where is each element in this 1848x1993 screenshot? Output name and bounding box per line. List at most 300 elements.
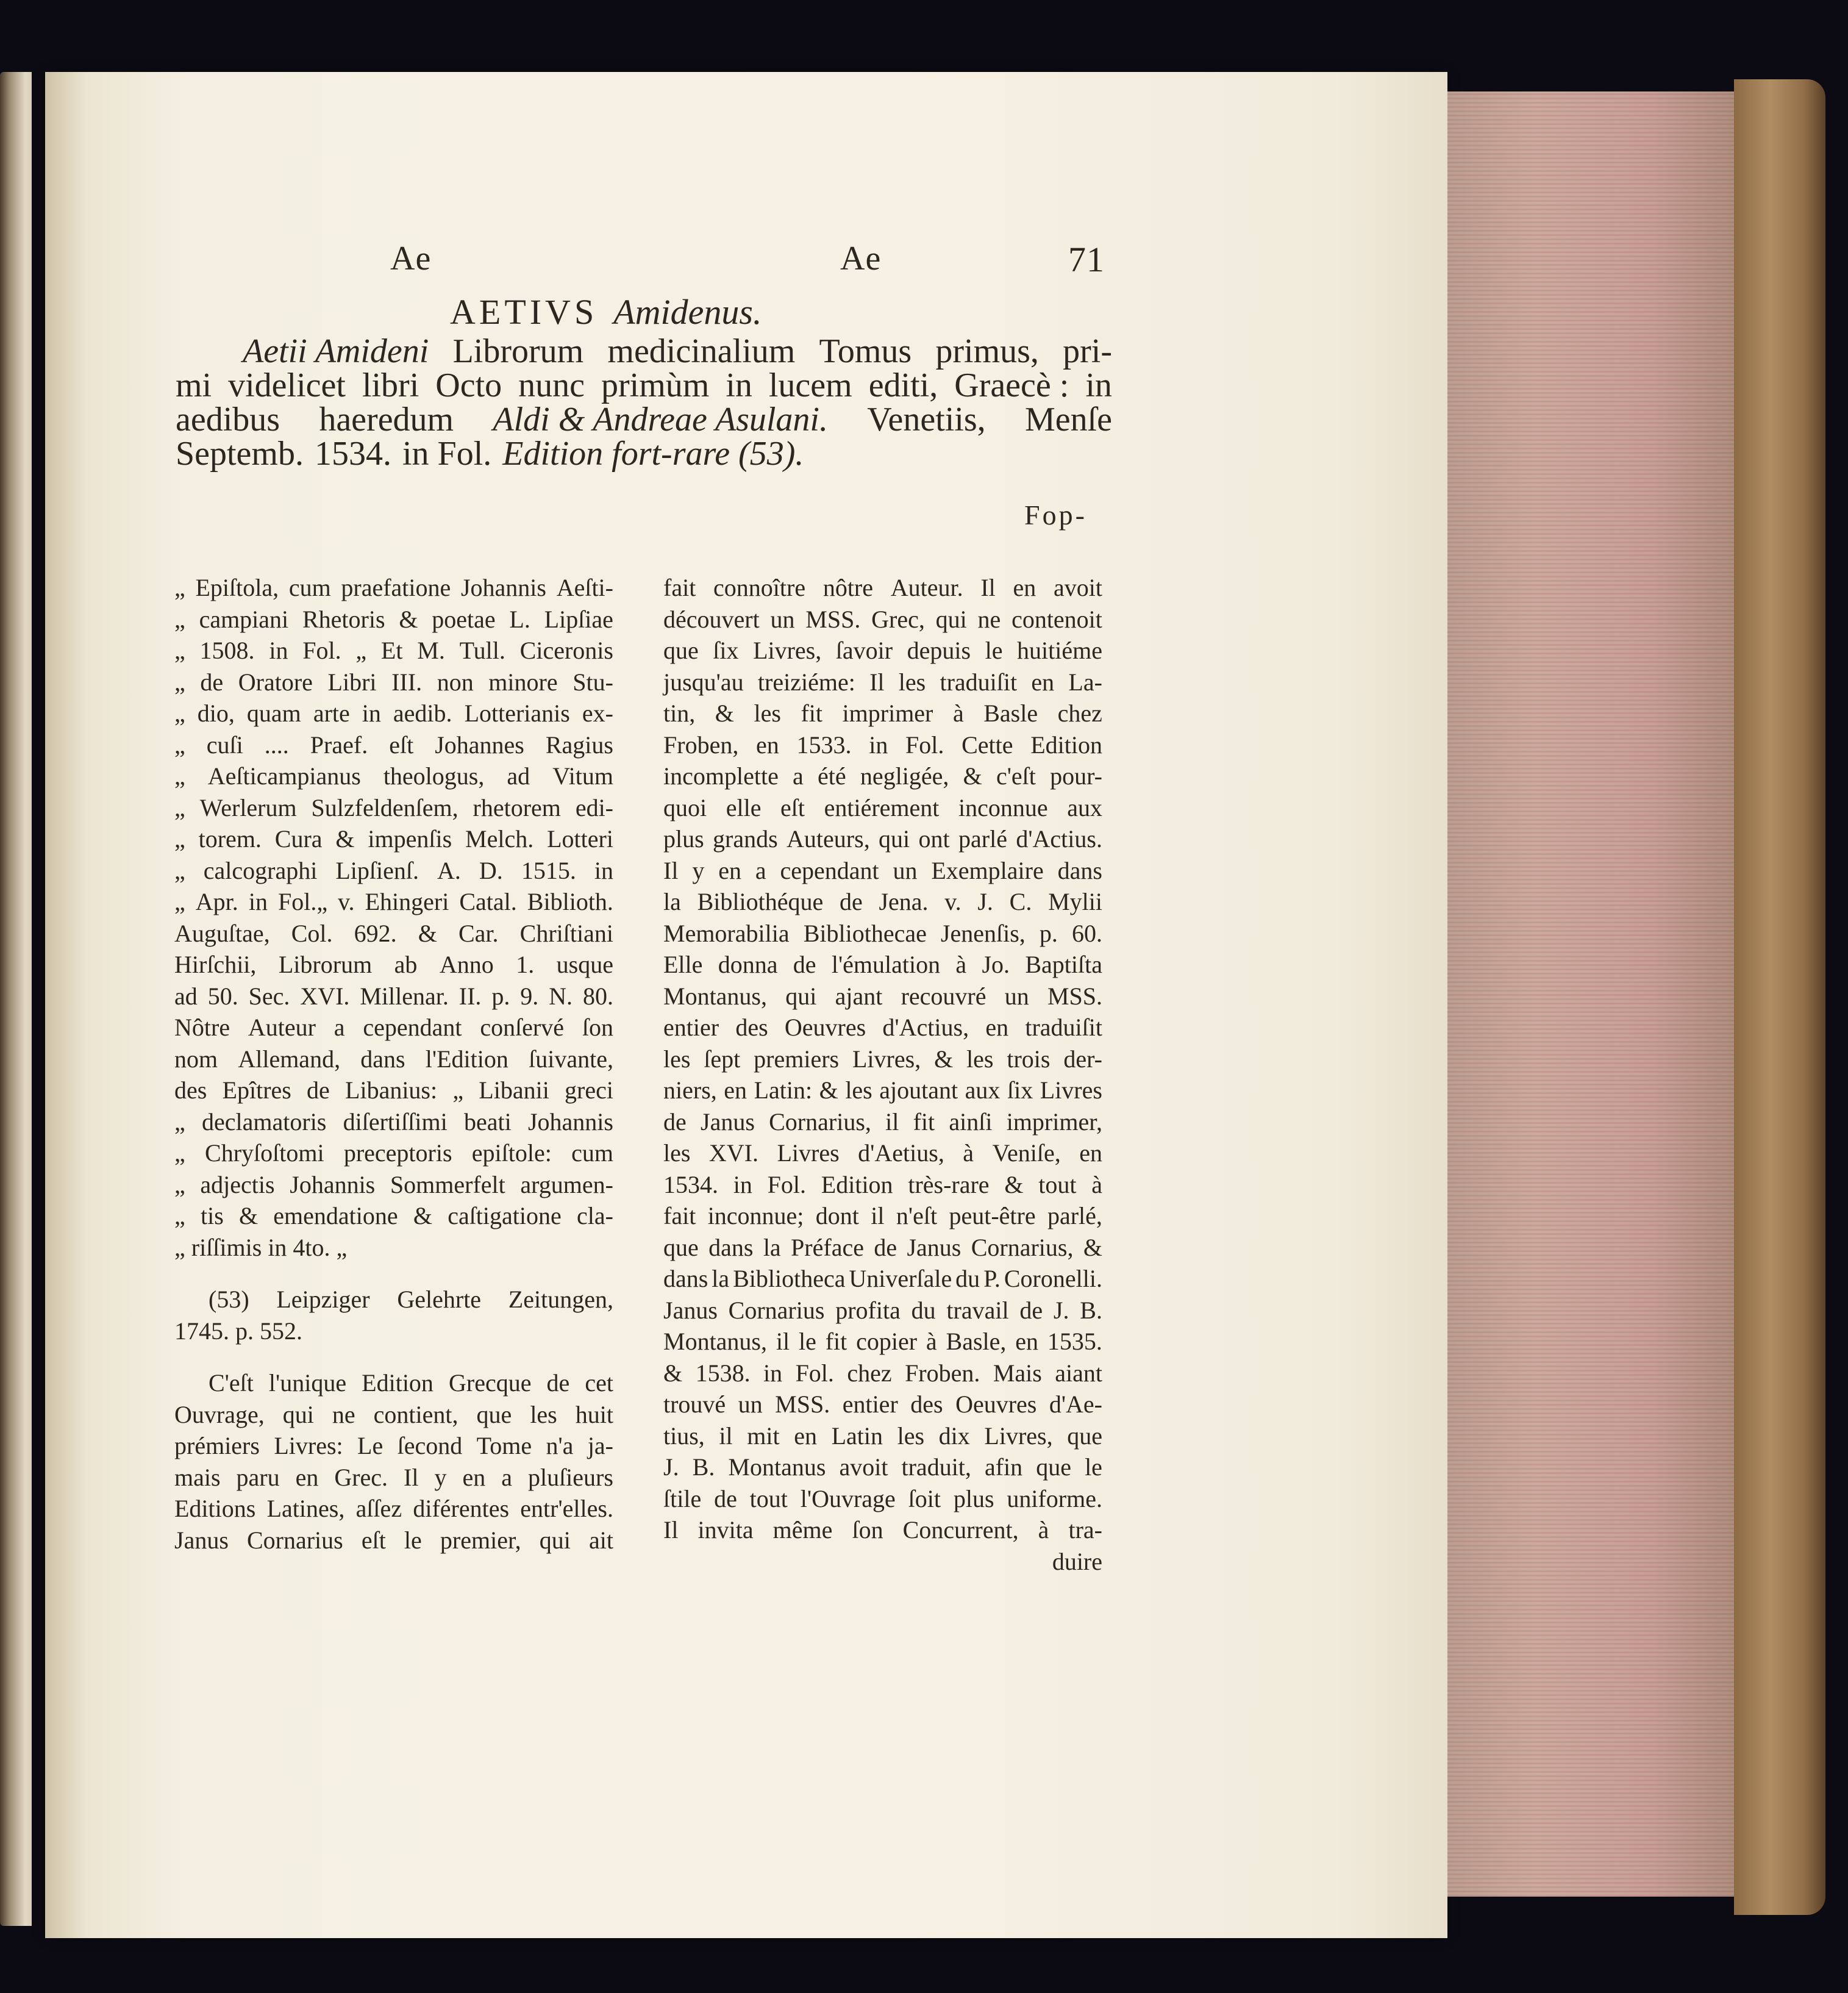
word: cum [571, 1139, 613, 1167]
word: les [898, 668, 926, 696]
entry-word: in [1085, 367, 1112, 404]
text-line [663, 729, 1102, 761]
word: Froben. [905, 1359, 980, 1387]
text-line [663, 1389, 1102, 1420]
text-line [174, 1430, 613, 1462]
word: & [413, 1202, 432, 1229]
word: „ [174, 731, 185, 759]
word: Oeuvres [955, 1390, 1037, 1418]
word: les [663, 1139, 691, 1167]
text-line [663, 918, 1102, 950]
word: cet [585, 1369, 613, 1397]
word: Aeſticampianus [207, 762, 361, 790]
word: fit [913, 1107, 935, 1136]
word: II. [458, 982, 482, 1010]
word: MSS. [1047, 982, 1102, 1010]
word: Mais [993, 1359, 1042, 1387]
word: 1534. [663, 1170, 718, 1198]
entry-word: 1534. [314, 435, 391, 473]
word: 80. [582, 982, 613, 1010]
word: Werlerum [199, 793, 297, 821]
word: quoi [663, 793, 707, 821]
word: donna [718, 951, 778, 978]
word: que [663, 637, 699, 664]
footnote-line: 1745. p. 552. [174, 1317, 302, 1345]
word: dio, [197, 700, 235, 727]
word: Edition [1030, 731, 1102, 759]
word: il [871, 1202, 885, 1229]
word: la [712, 1265, 730, 1292]
word: traduiſit [1025, 1014, 1102, 1041]
entry-word: Menſe [1024, 401, 1112, 438]
word: Allemand, [238, 1045, 341, 1073]
entry-word: libri [362, 367, 419, 404]
word: Johannis [527, 1107, 613, 1136]
word: pour- [1050, 762, 1102, 790]
word: in [362, 700, 381, 727]
text-line [663, 1200, 1102, 1232]
word: Basle, [946, 1328, 1007, 1355]
word: grands [713, 825, 778, 853]
word: Hirſchii, [174, 951, 257, 978]
word: les [530, 1400, 557, 1428]
word: III. [391, 668, 423, 696]
word: les [966, 1045, 994, 1073]
text-line [663, 635, 1102, 667]
entry-word: aedibus [176, 401, 280, 438]
word: Memorabilia [663, 919, 790, 947]
text-line [663, 949, 1102, 981]
word: Ragius [545, 731, 613, 759]
word: il [885, 1107, 899, 1136]
word: a [501, 1463, 512, 1491]
word: de [874, 1233, 897, 1261]
entry-word: primùm [601, 367, 710, 404]
word: le [798, 1328, 816, 1355]
word: fait [663, 574, 696, 601]
word: Vitum [552, 762, 613, 790]
word: Fol.„ [277, 888, 328, 915]
word: il [776, 1328, 790, 1355]
word: dans [663, 1265, 708, 1292]
word: copier [856, 1328, 918, 1355]
word: diſertiſſimi [343, 1107, 448, 1136]
word: l'émulation [831, 951, 941, 978]
word: Praef. [310, 731, 368, 759]
text-line [174, 1012, 613, 1043]
word: beati [463, 1107, 512, 1136]
word: qui [785, 982, 817, 1010]
word: Ehingeri [365, 888, 449, 915]
text-line [174, 1169, 613, 1201]
word: Libri [327, 668, 377, 696]
word: MSS. [805, 605, 861, 633]
word: Lotterianis [464, 700, 570, 727]
word: „ [174, 1170, 185, 1198]
word: der- [1063, 1045, 1102, 1073]
word: trouvé [663, 1390, 726, 1418]
word: Coronelli. [1004, 1265, 1102, 1292]
entry-word: in [726, 367, 752, 404]
word: à [926, 1328, 937, 1355]
entry-word: videlicet [228, 367, 346, 404]
word: ainſi [949, 1107, 993, 1136]
word: de [839, 888, 863, 915]
word: l'unique [268, 1369, 347, 1397]
text-line [663, 981, 1102, 1012]
word: imprimer, [1006, 1107, 1102, 1136]
word: fit [825, 1328, 847, 1355]
word: en [718, 856, 741, 884]
word: Edition [362, 1369, 433, 1397]
entry-line-4 [176, 437, 1112, 471]
word: v. [944, 888, 961, 915]
text-line [174, 792, 613, 824]
word: „ [174, 574, 185, 601]
word: tra- [1068, 1516, 1102, 1544]
word: tin, [663, 700, 696, 727]
word: fait [663, 1202, 696, 1229]
word: paru [236, 1463, 280, 1491]
word: à [1091, 1170, 1102, 1198]
word: les [663, 1045, 691, 1073]
word: ſtile [663, 1484, 702, 1512]
word: des [910, 1390, 943, 1418]
word: que [1036, 1453, 1071, 1481]
word: aiant [1055, 1359, 1102, 1387]
word: Il [869, 668, 885, 696]
word: entier [842, 1390, 898, 1418]
left-column [174, 572, 613, 1556]
entry-word: lucem [768, 367, 852, 404]
footnote-line [174, 1284, 613, 1315]
word: contient, [373, 1400, 458, 1428]
word: d'Actius, [882, 1014, 969, 1041]
word: „ [174, 793, 185, 821]
text-line [663, 1169, 1102, 1201]
word: Il [980, 574, 996, 601]
word: in [248, 888, 268, 915]
word: la [663, 888, 681, 915]
word: declamatoris [202, 1107, 327, 1136]
word: l'Edition [425, 1045, 508, 1073]
word: Fol. [767, 1170, 807, 1198]
word: Et [380, 637, 403, 664]
entry-word: Septemb. [176, 435, 304, 473]
text-line [663, 698, 1102, 729]
word: mais [174, 1463, 221, 1491]
text-line [663, 1043, 1102, 1075]
word: peut-être [949, 1202, 1036, 1229]
word: Livres: [274, 1432, 343, 1459]
word: .... [264, 731, 289, 759]
word: Cette [961, 731, 1013, 759]
word: Bibliothéque [697, 888, 824, 915]
word: greci [565, 1076, 613, 1104]
word: & [663, 1359, 683, 1387]
word: traduiſit [940, 668, 1018, 696]
word: de [1019, 1296, 1043, 1324]
word: qui [282, 1400, 314, 1428]
word: Tome [476, 1432, 532, 1459]
word: Livres [777, 1139, 840, 1167]
word: qui [539, 1526, 571, 1554]
word: en [794, 1422, 817, 1450]
word: en [724, 1076, 747, 1104]
entry-word: primus, [935, 332, 1039, 370]
word: Car. [458, 919, 499, 947]
word: Librorum [278, 951, 373, 978]
text-line [663, 604, 1102, 635]
text-line [174, 949, 613, 981]
text-line [663, 1106, 1102, 1138]
word: prémiers [174, 1432, 260, 1459]
word: in [594, 856, 613, 884]
text-line [174, 1367, 613, 1399]
text-line [663, 760, 1102, 792]
catchword-bottom: duire [1052, 1547, 1102, 1575]
word: Bibliotheca [733, 1265, 846, 1292]
spacer [174, 1263, 613, 1284]
word: en [295, 1463, 319, 1491]
text-line [174, 698, 613, 729]
text-line [663, 667, 1102, 698]
word: d'Aetius, [858, 1139, 944, 1167]
word: cum [288, 574, 331, 601]
word: ne [332, 1400, 355, 1428]
fore-edge-pages [1447, 91, 1734, 1897]
word: Cura [274, 825, 323, 853]
word: de [546, 1369, 570, 1397]
word: „ [452, 1076, 464, 1104]
word: Janus [174, 1526, 229, 1554]
word: en [985, 1014, 1009, 1041]
word: campiani [199, 605, 289, 633]
word: Tull. [459, 637, 505, 664]
word: cependant [363, 1014, 462, 1041]
word: des [735, 1014, 768, 1041]
word: quam [246, 700, 301, 727]
word: en [462, 1463, 486, 1491]
word: MSS. [775, 1390, 830, 1418]
word: M. [417, 637, 445, 664]
word: Lotteri [547, 825, 613, 853]
word: Grecque [448, 1369, 532, 1397]
word: aux [1067, 793, 1102, 821]
word: plus [663, 825, 704, 853]
word: diférentes [413, 1495, 510, 1522]
word: Chriſtiani [519, 919, 613, 947]
word: Mylii [1048, 888, 1102, 915]
word: Epiſtola, [195, 574, 279, 601]
word: ſuivante, [529, 1045, 613, 1073]
word: Johannis [290, 1170, 376, 1198]
word: negligée, [860, 762, 949, 790]
word: été [818, 762, 846, 790]
word: theologus, [383, 762, 485, 790]
word: C. [1009, 888, 1032, 915]
word: invita [697, 1516, 754, 1544]
word: mit [747, 1422, 780, 1450]
page-number: 71 [1068, 240, 1105, 279]
entry-word: Aldi & Andreae Asulani. [493, 401, 828, 438]
word: Editions [174, 1495, 256, 1522]
left-page-edge [0, 72, 32, 1926]
entry-word: Librorum [452, 332, 584, 370]
word: inconnue [958, 793, 1048, 821]
text-line [663, 1514, 1102, 1546]
text-line [174, 760, 613, 792]
word: que [663, 1233, 699, 1261]
word: 692. [354, 919, 397, 947]
word: „ [174, 605, 185, 633]
entry-word: Graecè : [954, 367, 1069, 404]
word: treiziéme: [757, 668, 855, 696]
entry-word: pri- [1063, 332, 1112, 370]
entry-title-caps: AETIVS [450, 292, 598, 332]
word: à [952, 700, 964, 727]
word: „ [355, 637, 367, 664]
word: Oratore [238, 668, 313, 696]
word: Janus [663, 1296, 718, 1324]
word: Grec. [334, 1463, 388, 1491]
word: chez [1057, 700, 1102, 727]
entry-word: haeredum [319, 401, 454, 438]
word: Livres, [753, 637, 822, 664]
word: Elle [663, 951, 703, 978]
word: adjectis [200, 1170, 275, 1198]
word: entiérement [824, 793, 940, 821]
word: La- [1068, 668, 1102, 696]
word: „ [174, 888, 185, 915]
word: la [763, 1233, 781, 1261]
word: dans [1057, 856, 1102, 884]
word: ex- [582, 700, 613, 727]
word: à [955, 951, 967, 978]
text-line [174, 604, 613, 635]
word: des [174, 1076, 207, 1104]
entry-word: Venetiis, [867, 401, 986, 438]
word: eſt [361, 1526, 386, 1554]
entry-line-2 [176, 368, 1112, 403]
word: huitiéme [1017, 637, 1102, 664]
word: Johannes [435, 731, 524, 759]
word: & [819, 1076, 838, 1104]
word: Ciceronis [519, 637, 613, 664]
word: & [934, 1045, 954, 1073]
word: recouvré [901, 982, 986, 1010]
word: & [715, 700, 734, 727]
word: J. [977, 888, 993, 915]
word: en [1015, 1328, 1039, 1355]
word: N. [549, 982, 573, 1010]
word: qui [879, 825, 910, 853]
word: un [738, 1390, 763, 1418]
word: Il [663, 1516, 679, 1544]
word: emendatione [273, 1202, 398, 1229]
word: B. [692, 1453, 715, 1481]
word: avoit [839, 1453, 888, 1481]
word: poetae [432, 605, 496, 633]
word: Jenenſis, [940, 919, 1026, 947]
entry-word: nunc [518, 367, 585, 404]
word: un [1004, 982, 1029, 1010]
word: 1538. [695, 1359, 751, 1387]
word: Edition [821, 1170, 893, 1198]
text-line [174, 918, 613, 950]
text-line [663, 1295, 1102, 1326]
word: plus [953, 1484, 994, 1512]
word: en [1031, 668, 1055, 696]
word: Livres [1040, 1076, 1102, 1104]
word: 60. [1071, 919, 1102, 947]
word: aedib. [393, 700, 452, 727]
word: preceptoris [343, 1139, 452, 1167]
word: Janus [907, 1233, 961, 1261]
word: ajant [835, 982, 883, 1010]
word: Livres, [984, 1422, 1053, 1450]
word: epiſtole: [471, 1139, 552, 1167]
word: niers, [663, 1076, 717, 1104]
word: Catal. [459, 888, 517, 915]
word: à [963, 1139, 974, 1167]
word: cuſi [206, 731, 243, 759]
text-line [663, 1012, 1102, 1043]
text-line [663, 572, 1102, 604]
word: Millenar. [360, 982, 449, 1010]
word: Apr. [195, 888, 238, 915]
word: ajoutant [879, 1076, 958, 1104]
word: a [793, 762, 804, 790]
word: B. [1080, 1296, 1102, 1324]
word: Basle [983, 700, 1038, 727]
right-column [663, 572, 1102, 1577]
text-line [174, 1399, 613, 1431]
word: entr'elles. [520, 1495, 613, 1522]
word: du [955, 1265, 980, 1292]
word: travail [946, 1296, 1009, 1324]
entry-line-3 [176, 403, 1112, 437]
word: J. [1053, 1296, 1069, 1324]
word: praefatione [341, 574, 451, 601]
word: ſon [852, 1516, 883, 1544]
word: trois [1007, 1045, 1051, 1073]
word: y [434, 1463, 447, 1491]
text-line [663, 1075, 1102, 1106]
word: v. [338, 888, 355, 915]
word: Oeuvres [784, 1014, 866, 1041]
entry-word: Aetii Amideni [243, 332, 429, 370]
text-line [174, 981, 613, 1012]
word: & [335, 825, 355, 853]
word: Sommerfelt [390, 1170, 505, 1198]
word: Biblioth. [527, 888, 613, 915]
word: Montanus [728, 1453, 826, 1481]
word: 1. [516, 951, 535, 978]
word: de [307, 1076, 330, 1104]
word: un [893, 856, 918, 884]
word: contenoit [1011, 605, 1102, 633]
word: Fol. [905, 731, 944, 759]
text-line [174, 886, 613, 918]
word: du [911, 1296, 936, 1324]
word: Exemplaire [931, 856, 1044, 884]
word: ſecond [397, 1432, 463, 1459]
word: les [754, 700, 781, 727]
word: a [334, 1014, 345, 1041]
word: in [269, 637, 288, 664]
word: C'eſt [209, 1369, 254, 1397]
